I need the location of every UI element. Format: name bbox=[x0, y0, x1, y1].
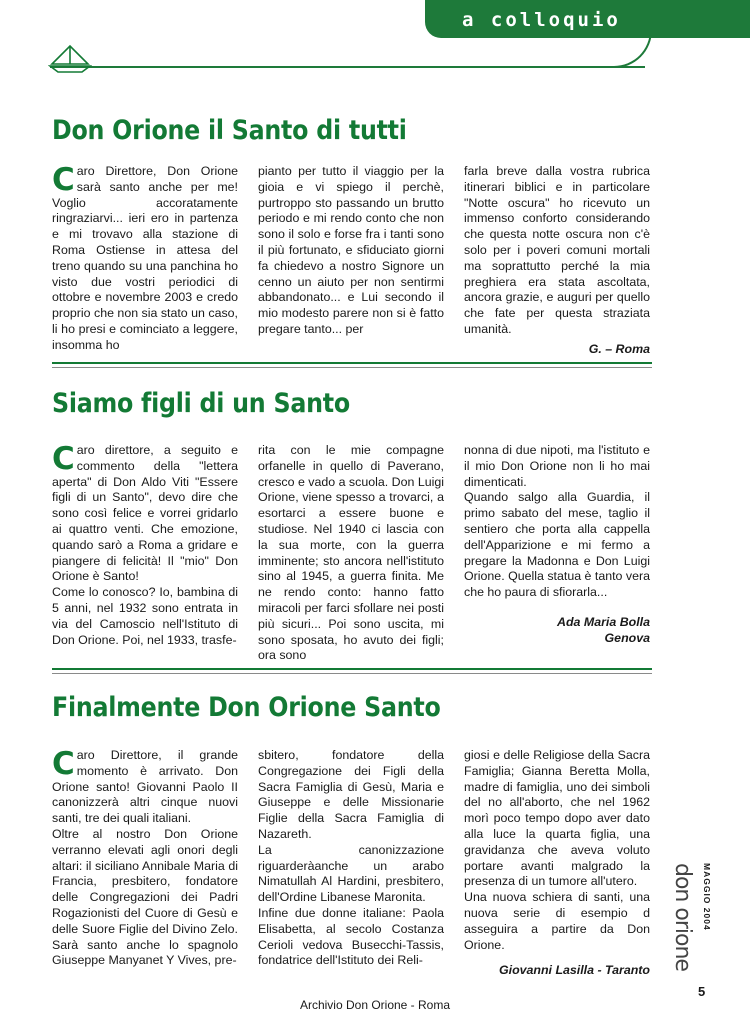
drop-cap: C bbox=[52, 746, 75, 782]
article-column: rita con le mie compagne orfanelle in quello di Paverano, cresco e vado a scuola. Don Luigi Orione, viene spesso a trovarci, a esortarci a essere buone e studiose. Nel 1940 ci lascia con la sua morte, con la guerra imminente; sto ancora nell'istituto sino al 1945, a guerra finita. Me ne rendo conto: hanno fatto miracoli per farci sfollare nei posti più sicuri... Poi sono uscita, mi sono sposata, ho avuto dei figli; ora sono bbox=[258, 443, 444, 663]
article-column: Caro direttore, a seguito e commento della "lettera aperta" di Don Aldo Viti "Essere figli di un Santo", devo dire che sono così felice e vorrei gridarlo ai quattro venti. Che emozione, quando sarò a Roma a gridare e piangere di felicità! Il "mio" Don Orione è Santo! Come lo conosco? Io, bambina di 5 anni, nel 1932 sono entrata in via del Camoscio nell'Istituto di Don Orione. Poi, nel 1933, trasfe- bbox=[52, 441, 238, 647]
section-title: a colloquio bbox=[462, 9, 621, 31]
header-rule bbox=[50, 66, 645, 68]
article-body bbox=[52, 443, 652, 664]
article-column: nonna di due nipoti, ma l'istituto e il mio Don Orione non li ho mai dimenticati. Quando salgo alla Guardia, il primo sabato del mese, taglio il sentiero che porta alla cappella dell'Apparizione e mi fermo a pregare la Madonna e Don Luigi Orione. Quella statua è tanto vera che ho paura di sfiorarla... Ada Maria Bolla Genova bbox=[464, 443, 650, 645]
section-divider bbox=[52, 362, 652, 368]
article-column: sbitero, fondatore della Congregazione dei Figli della Sacra Famiglia di Gesù, Maria e Giuseppe e delle Missionarie Figlie della Sacra Famiglia di Nazareth. La canonizzazione riguarderàanche un arabo Nimatullah Al Hardini, presbitero, dell'Ordine Libanese Maronita. Infine due donne italiane: Paola Elisabetta, al secolo Costanza Cerioli vedova Busecchi-Tassis, fondatrice dell'Istituto dei Reli- bbox=[258, 748, 444, 968]
drop-cap: C bbox=[52, 441, 75, 477]
signature-city: Genova bbox=[604, 630, 650, 645]
article-body bbox=[52, 748, 652, 979]
article-column: giosi e delle Religiose della Sacra Famiglia; Gianna Beretta Molla, madre di famiglia, uno dei simboli del no all'aborto, che nel 1962 morì poco tempo dopo aver dato alla luce la quarta figlia, una gravidanza che aveva voluto portare avanti malgrado la presenza di un tumore all'utero. Una nuova schiera di santi, una nuova serie di esempio d asseguira a partire da Don Orione. Giovanni Lasilla - Taranto bbox=[464, 748, 650, 978]
signature: Giovanni Lasilla - Taranto bbox=[498, 963, 650, 978]
issue-date: MAGGIO 2004 bbox=[702, 863, 712, 931]
article-column: Caro Direttore, Don Orione sarà santo anche per me! Voglio accoratamente ringraziarvi... ieri ero in partenza e mi trovavo alla stazione di Roma Ostiense in attesa del treno quando su una panchina ho visto due vostri periodici di ottobre e novembre 2003 e credo proprio che non sia stato un caso, li ho presi e cominciato a leggere, insomma ho bbox=[52, 162, 238, 352]
header-curve bbox=[600, 30, 652, 68]
magazine-masthead bbox=[667, 863, 695, 971]
article-column: pianto per tutto il viaggio per la gioia e vi spiego il perchè, purtroppo sto passando un brutto periodo e mi rendo conto che non sono il solo e forse fra i tanti sono il più fortunato, e sfiduciato giorni fa chiedevo a nostro Signore un cenno un aiuto per non sentirmi abbandonato... e Lui secondo il mio modesto parere non si è fatto pregare tanto... per bbox=[258, 164, 444, 336]
article-column: farla breve dalla vostra rubrica itinerari biblici e in particolare "Notte oscura" ho ricevuto un immenso conforto considerando che questa notte oscura non c'è solo per i poveri comuni mortali ma soprattutto perché la mia preghiera era stata ascoltata, ancora grazie, e auguri per quello che fate per questa straziata umanità. G. – Roma bbox=[464, 164, 650, 356]
article-title: Siamo figli di un Santo bbox=[52, 388, 350, 419]
brand-logo: don orione bbox=[670, 863, 695, 971]
article-title: Don Orione il Santo di tutti bbox=[52, 115, 407, 146]
drop-cap: C bbox=[52, 162, 75, 198]
section-divider bbox=[52, 668, 652, 674]
article-title: Finalmente Don Orione Santo bbox=[52, 692, 441, 723]
article-body bbox=[52, 164, 652, 358]
signature: G. – Roma bbox=[588, 341, 650, 356]
archive-footer: Archivio Don Orione - Roma bbox=[299, 998, 451, 1012]
page-number: 5 bbox=[698, 984, 706, 999]
sailboat-logo-icon bbox=[48, 44, 92, 74]
signature: Ada Maria Bolla bbox=[557, 614, 650, 629]
article-column: Caro Direttore, il grande momento è arrivato. Don Orione santo! Giovanni Paolo II canonizzerà altri cinque nuovi santi, tre dei quali italiani. Oltre al nostro Don Orione verranno elevati agli onori degli altari: il siciliano Annibale Maria di Francia, presbitero, fondatore delle Congregazioni dei Padri Rogazionisti del Cuore di Gesù e delle Suore Figlie del Divino Zelo. Sarà santo anche lo spagnolo Giuseppe Manyanet Y Vives, pre- bbox=[52, 746, 238, 968]
